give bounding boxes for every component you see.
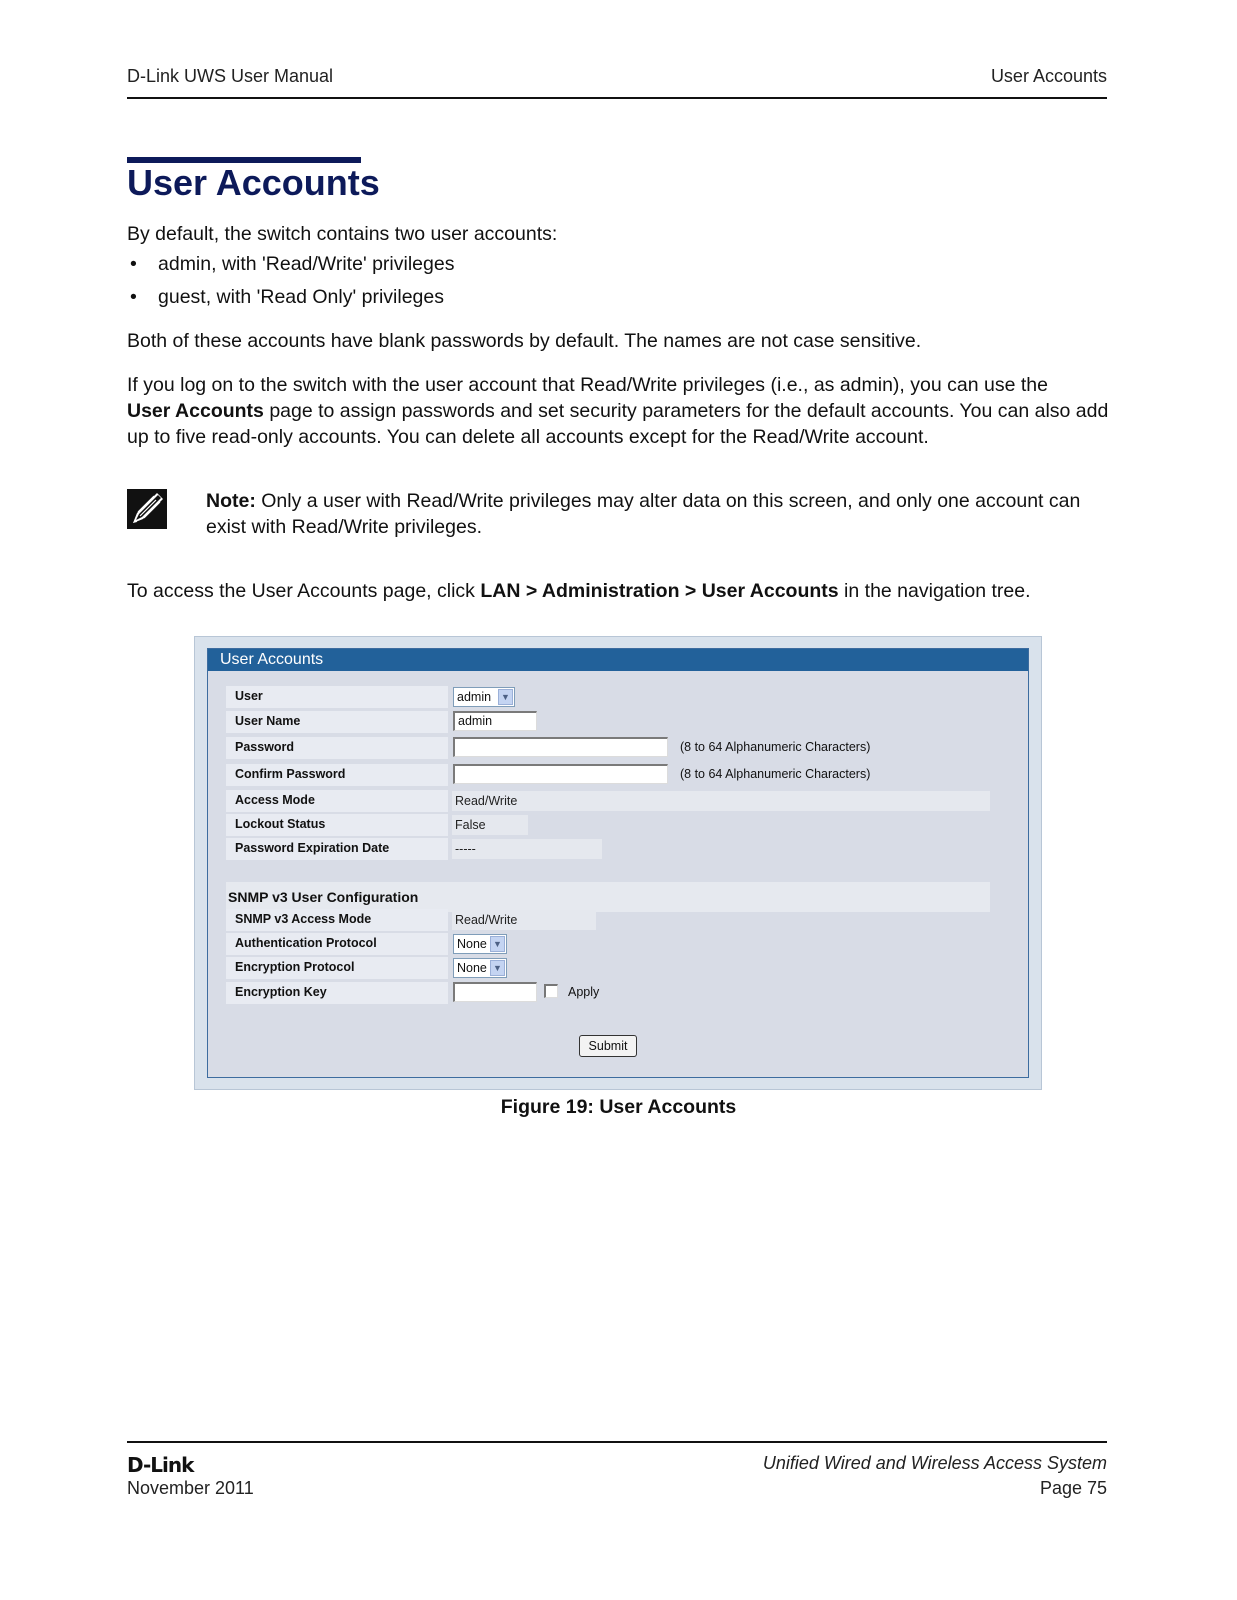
- confirm-password-label: Confirm Password: [226, 764, 448, 786]
- panel-title: User Accounts: [208, 649, 1028, 671]
- snmp-section-header: SNMP v3 User Configuration: [226, 882, 990, 912]
- user-select[interactable]: [453, 687, 515, 707]
- encryption-protocol-value: None: [457, 961, 487, 975]
- footer-date: November 2011: [127, 1478, 254, 1498]
- confirm-password-hint: (8 to 64 Alphanumeric Characters): [680, 767, 871, 781]
- encryption-key-label: Encryption Key: [226, 982, 448, 1004]
- footer-rule: [127, 1441, 1107, 1443]
- bullet-guest: guest, with 'Read Only' privileges: [158, 286, 444, 308]
- chevron-down-icon: ▼: [498, 689, 513, 705]
- figure-caption: Figure 19: User Accounts: [500, 1096, 737, 1118]
- user-accounts-bold: User Accounts: [127, 400, 264, 422]
- password-input[interactable]: [453, 737, 668, 757]
- snmp-access-mode-value: Read/Write: [452, 910, 596, 930]
- paragraph-privileges: [127, 372, 1112, 450]
- confirm-password-input[interactable]: [453, 764, 668, 784]
- header-section-title: User Accounts: [990, 66, 1107, 86]
- paragraph-passwords: Both of these accounts have blank passwords by default. The names are not case sensitive.: [127, 330, 922, 352]
- user-name-label: User Name: [226, 711, 448, 733]
- lockout-status-value: False: [452, 815, 528, 835]
- bullet-admin: admin, with 'Read/Write' privileges: [158, 253, 455, 275]
- paragraph-line-3: up to five read-only accounts. You can delete all accounts except for the Read/Write account.: [127, 426, 929, 448]
- page-title: User Accounts: [127, 162, 380, 203]
- authentication-protocol-label: Authentication Protocol: [226, 933, 448, 955]
- dlink-logo: D-Link: [127, 1453, 194, 1477]
- access-suffix: in the navigation tree.: [838, 580, 1031, 602]
- chevron-down-icon: ▼: [490, 960, 505, 976]
- password-label: Password: [226, 737, 448, 759]
- user-accounts-panel: [207, 648, 1029, 1078]
- note-label: Note:: [206, 490, 256, 512]
- user-label: User: [226, 686, 448, 708]
- encryption-protocol-select[interactable]: [453, 958, 507, 978]
- user-name-input[interactable]: admin: [453, 711, 537, 731]
- access-prefix: To access the User Accounts page, click: [127, 580, 481, 602]
- password-hint: (8 to 64 Alphanumeric Characters): [680, 740, 871, 754]
- user-select-value: admin: [457, 690, 492, 704]
- authentication-protocol-select[interactable]: [453, 934, 507, 954]
- header-rule: [127, 97, 1107, 99]
- note-body: Only a user with Read/Write privileges may alter data on this screen, and only one account can exist with Read/Write privileges.: [206, 490, 1081, 538]
- bullet-dot: •: [130, 286, 137, 308]
- paragraph-line-1: If you log on to the switch with the user account that Read/Write privileges (i.e., as admin), you can use the: [127, 374, 1048, 396]
- header-manual-title: D-Link UWS User Manual: [127, 66, 334, 86]
- footer-product-name: Unified Wired and Wireless Access System: [762, 1453, 1107, 1473]
- bullet-dot: •: [130, 253, 137, 275]
- footer-page-number: Page 75: [1039, 1478, 1107, 1498]
- access-mode-label: Access Mode: [226, 790, 448, 812]
- note-pencil-icon: [127, 489, 167, 529]
- figure-user-accounts: [194, 636, 1042, 1090]
- encryption-key-input[interactable]: [453, 982, 537, 1002]
- access-mode-value: Read/Write: [452, 791, 990, 811]
- submit-button[interactable]: Submit: [579, 1035, 637, 1057]
- note-text: [206, 488, 1106, 540]
- apply-checkbox[interactable]: [544, 984, 558, 998]
- password-expiration-value: -----: [452, 839, 602, 859]
- chevron-down-icon: ▼: [490, 936, 505, 952]
- access-instructions: [127, 578, 1112, 604]
- intro-text: By default, the switch contains two user accounts:: [127, 223, 558, 245]
- lockout-status-label: Lockout Status: [226, 814, 448, 836]
- encryption-protocol-label: Encryption Protocol: [226, 957, 448, 979]
- snmp-access-mode-label: SNMP v3 Access Mode: [226, 909, 448, 931]
- access-nav-path: LAN > Administration > User Accounts: [480, 580, 839, 602]
- paragraph-line-2: [127, 398, 1112, 424]
- authentication-protocol-value: None: [457, 937, 487, 951]
- password-expiration-label: Password Expiration Date: [226, 838, 448, 860]
- paragraph-line-2-rest: page to assign passwords and set security parameters for the default accounts. You can also add: [263, 400, 1109, 422]
- apply-label: Apply: [568, 985, 600, 999]
